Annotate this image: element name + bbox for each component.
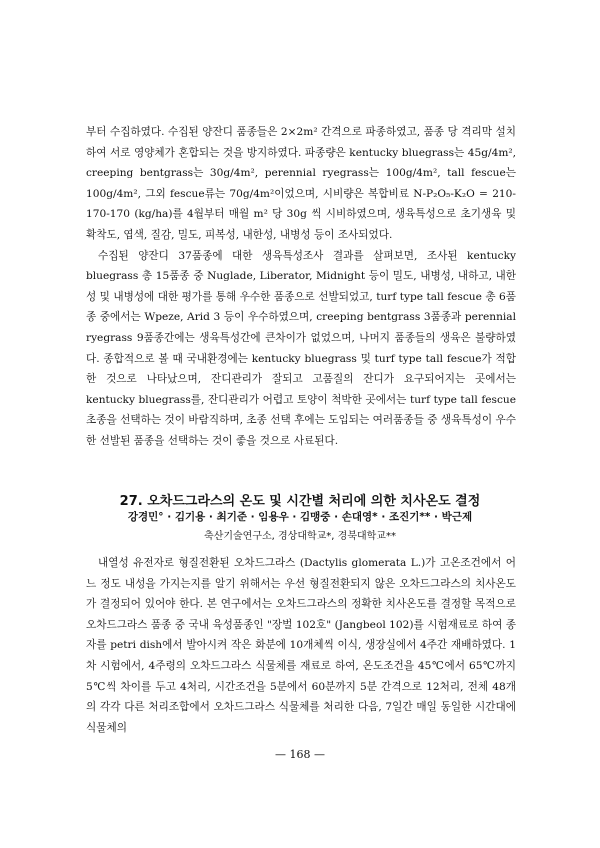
paragraph: 부터 수집하였다. 수집된 양잔디 품종들은 2×2m² 간격으로 파종하였고, 품종 당 격리막 설치하여 서로 영양체가 혼합되는 것을 방지하였다. 파종량은 kentucky bluegrass는 45g/4m², creeping bentgrass는 30g/4m², perennial ryegrass는 100g/4m², tall fescue는 100g/4m², 그외 fescue류는 70g/4m²이었으며, 시비량은 복합비료 N-P₂O₅-K₂O = 210-170-170 (kg/ha)를 4월부터 매월 m² 당 30g 씩 시비하였으며, 생육특성으로 초기생육 및 확착도, 엽색, 질감, 밀도, 피복성, 내한성, 내병성 등이 조사되었다. (86, 126, 516, 241)
article-title: 27. 오차드그라스의 온도 및 시간별 처리에 의한 치사온도 결정 (119, 494, 481, 509)
previous-section-text (86, 122, 516, 452)
article-affiliations: 축산기술연구소, 경상대학교*, 경북대학교** (204, 531, 396, 542)
article-body (86, 553, 516, 738)
article-authors: 강경민° · 김기용 · 최기준 · 임용우 · 김맹중 · 손대영* · 조진기** · 박근제 (127, 511, 473, 523)
paragraph: 내열성 유전자로 형질전환된 오차드그라스 (Dactylis glomerata L.)가 고온조건에서 어느 정도 내성을 가지는지를 알기 위해서는 우선 형질전환되지 않은 오차드그라스의 치사온도가 결정되어 있어야 한다. 본 연구에서는 오차드그라스의 정확한 치사온도를 결정할 목적으로 오차드그라스 품종 중 국내 육성품종인 "장벌 102호" (Jangbeol 102)를 시험재료로 하여 종자를 petri dish에서 발아시켜 작은 화분에 10개체씩 이식, 생장실에서 4주간 재배하였다. 1차 시험에서, 4주령의 오차드그라스 식물체를 재료로 하여, 온도조건을 45℃에서 65℃까지 5℃씩 차이를 두고 4처리, 시간조건을 5분에서 60분까지 5분 간격으로 12처리, 전체 48개의 각각 다른 처리조합에서 오차드그라스 식물체를 처리한 다음, 7일간 매일 동일한 시간대에 식물체의 (86, 557, 516, 734)
page-number: — 168 — (275, 748, 325, 761)
paragraph: 수집된 양잔디 37품종에 대한 생육특성조사 결과를 살펴보면, 조사된 kentucky bluegrass 총 15품종 중 Nuglade, Liberator, Midnight 등이 밀도, 내병성, 내하고, 내한성 및 내병성에 대한 평가를 통해 우수한 품종으로 선발되었고, turf type tall fescue 총 6품종 중에서는 Wpeze, Arid 3 등이 우수하였으며, creeping bentgrass 3품종과 perennial ryegrass 9품종간에는 생육특성간에 큰차이가 없었으며, 나머지 품종들의 생육은 불량하였다. 종합적으로 볼 때 국내환경에는 kentucky bluegrass 및 turf type tall fescue가 적합한 것으로 나타났으며, 잔디관리가 잘되고 고품질의 잔디가 요구되어지는 곳에서는 kentucky bluegrass를, 잔디관리가 어렵고 토양이 척박한 곳에서는 turf type tall fescue 초종을 선택하는 것이 바람직하며, 초종 선택 후에는 도입되는 여러품종들 중 생육특성이 우수한 선발된 품종을 선택하는 것이 좋을 것으로 사료된다. (86, 249, 516, 447)
